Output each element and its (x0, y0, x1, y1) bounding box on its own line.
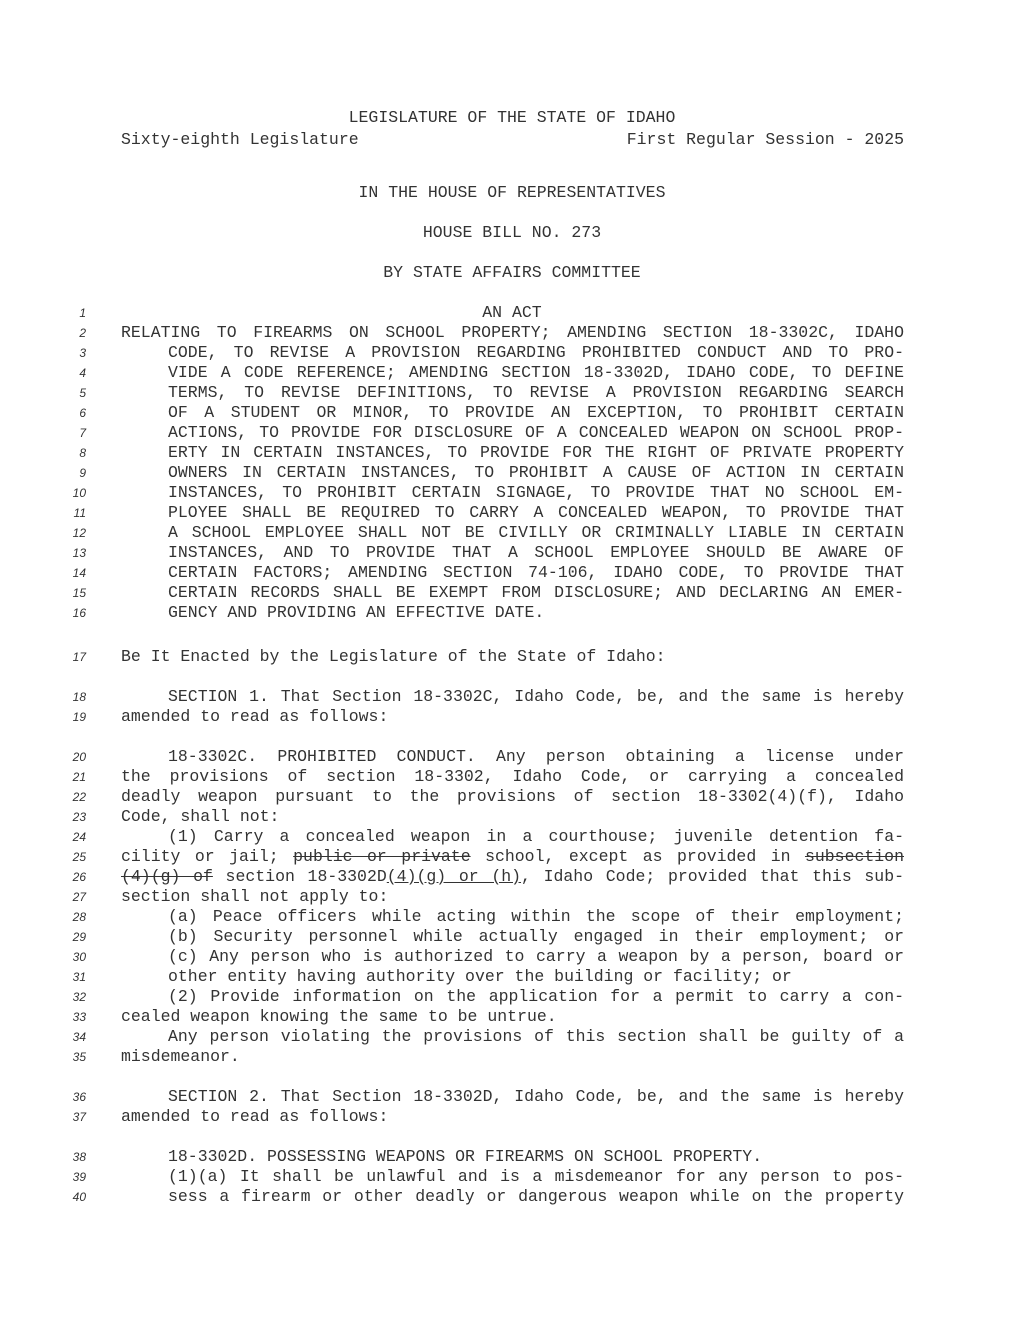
text-line: other entity having authority over the building or facility; or (168, 967, 792, 986)
text-line: A SCHOOL EMPLOYEE SHALL NOT BE CIVILLY OR CRIMINALLY LIABLE IN CERTAIN (168, 523, 904, 542)
line-number: 2 (79, 326, 86, 340)
line-number: 35 (72, 1050, 86, 1064)
line-number: 23 (72, 810, 86, 824)
text-line: the provisions of section 18-3302, Idaho Code, or carrying a concealed (121, 767, 904, 786)
line-number: 38 (72, 1150, 86, 1164)
line-number: 25 (72, 850, 86, 864)
text-segment: cility or jail; (121, 847, 294, 866)
text-line: CERTAIN FACTORS; AMENDING SECTION 74-106, IDAHO CODE, TO PROVIDE THAT (168, 563, 904, 582)
text-line: INSTANCES, TO PROHIBIT CERTAIN SIGNAGE, TO PROVIDE THAT NO SCHOOL EM- (168, 483, 904, 502)
legislature-title: LEGISLATURE OF THE STATE OF IDAHO (348, 108, 676, 127)
text-line: (1) Carry a concealed weapon in a courthouse; juvenile detention fa- (168, 827, 904, 846)
line-number: 19 (72, 710, 86, 724)
line-number: 30 (72, 950, 86, 964)
text-segment: , Idaho Code; provided that this sub- (521, 867, 904, 886)
text-line: (c) Any person who is authorized to carry a weapon by a person, board or (168, 947, 904, 966)
line-number: 11 (73, 506, 86, 520)
line-number: 24 (72, 830, 86, 844)
line-number: 40 (72, 1190, 86, 1204)
line-number: 12 (72, 526, 86, 540)
line-number: 6 (79, 406, 86, 420)
text-line: section shall not apply to: (121, 887, 389, 906)
text-line: Code, shall not: (121, 807, 280, 826)
line-number: 1 (79, 306, 86, 320)
line-number: 4 (79, 366, 86, 380)
text-line: (b) Security personnel while actually engaged in their employment; or (168, 927, 904, 946)
text-line: Any person violating the provisions of this section shall be guilty of a (168, 1027, 904, 1046)
text-line: (2) Provide information on the application for a permit to carry a con- (168, 987, 904, 1006)
legislature-number: Sixty-eighth Legislature (121, 130, 359, 149)
sponsor: BY STATE AFFAIRS COMMITTEE (383, 263, 641, 282)
line-number: 13 (72, 546, 86, 560)
enacting-clause: Be It Enacted by the Legislature of the State of Idaho: (121, 647, 666, 666)
line-number: 28 (72, 910, 86, 924)
inserted-text: (4)(g) or (h) (386, 867, 522, 886)
act-title: AN ACT (482, 303, 542, 322)
line-number: 32 (72, 990, 86, 1004)
text-line: 18-3302D. POSSESSING WEAPONS OR FIREARMS ON SCHOOL PROPERTY. (168, 1147, 763, 1166)
text-line (121, 847, 904, 867)
text-line: VIDE A CODE REFERENCE; AMENDING SECTION 18-3302D, IDAHO CODE, TO DEFINE (168, 363, 904, 382)
text-line: misdemeanor. (121, 1047, 240, 1066)
text-line: (1)(a) It shall be unlawful and is a misdemeanor for any person to pos- (168, 1167, 904, 1186)
line-number: 31 (72, 970, 86, 984)
line-number: 5 (79, 386, 86, 400)
section-heading: SECTION 2. That Section 18-3302D, Idaho Code, be, and the same is hereby (168, 1087, 904, 1106)
line-number: 22 (72, 790, 86, 804)
text-line: (a) Peace officers while acting within the scope of their employment; (168, 907, 904, 926)
line-number: 29 (72, 930, 86, 944)
line-number: 37 (72, 1110, 86, 1124)
line-number: 27 (72, 890, 86, 904)
text-line: TERMS, TO REVISE DEFINITIONS, TO REVISE A PROVISION REGARDING SEARCH (168, 383, 904, 402)
text-line: 18-3302C. PROHIBITED CONDUCT. Any person obtaining a license under (168, 747, 904, 766)
text-line: PLOYEE SHALL BE REQUIRED TO CARRY A CONCEALED WEAPON, TO PROVIDE THAT (168, 503, 904, 522)
session-label: First Regular Session - 2025 (626, 130, 904, 149)
line-number: 15 (72, 586, 86, 600)
line-number: 7 (79, 426, 86, 440)
text-line: CERTAIN RECORDS SHALL BE EXEMPT FROM DISCLOSURE; AND DECLARING AN EMER- (168, 583, 904, 602)
text-line: ACTIONS, TO PROVIDE FOR DISCLOSURE OF A CONCEALED WEAPON ON SCHOOL PROP- (168, 423, 904, 442)
text-line (121, 867, 904, 887)
text-line: INSTANCES, AND TO PROVIDE THAT A SCHOOL EMPLOYEE SHOULD BE AWARE OF (168, 543, 904, 562)
line-number: 14 (72, 566, 86, 580)
line-number: 21 (72, 770, 86, 784)
line-number: 3 (79, 346, 86, 360)
line-number: 36 (72, 1090, 86, 1104)
deleted-text: public or private (293, 847, 471, 866)
text-segment: section 18-3302D (212, 867, 387, 886)
deleted-text: (4)(g) of (121, 867, 213, 886)
line-number: 33 (72, 1010, 86, 1024)
line-number: 20 (72, 750, 86, 764)
text-line: cealed weapon knowing the same to be untrue. (121, 1007, 557, 1026)
section-heading: SECTION 1. That Section 18-3302C, Idaho Code, be, and the same is hereby (168, 687, 904, 706)
text-line: GENCY AND PROVIDING AN EFFECTIVE DATE. (168, 603, 545, 622)
line-number: 17 (72, 650, 86, 664)
line-number: 8 (79, 446, 86, 460)
line-number: 9 (79, 466, 86, 480)
text-segment: school, except as provided in (470, 847, 805, 866)
line-number: 39 (72, 1170, 86, 1184)
line-number: 10 (72, 486, 86, 500)
text-line: sess a firearm or other deadly or dangerous weapon while on the property (168, 1187, 904, 1206)
text-line: deadly weapon pursuant to the provisions of section 18-3302(4)(f), Idaho (121, 787, 904, 806)
deleted-text: subsection (804, 847, 904, 866)
line-number: 16 (72, 606, 86, 620)
text-line: amended to read as follows: (121, 1107, 389, 1126)
line-number: 18 (72, 690, 86, 704)
line-number: 26 (72, 870, 86, 884)
line-number: 34 (72, 1030, 86, 1044)
text-line: amended to read as follows: (121, 707, 389, 726)
text-line: OWNERS IN CERTAIN INSTANCES, TO PROHIBIT A CAUSE OF ACTION IN CERTAIN (168, 463, 904, 482)
text-line: OF A STUDENT OR MINOR, TO PROVIDE AN EXCEPTION, TO PROHIBIT CERTAIN (168, 403, 904, 422)
bill-number: HOUSE BILL NO. 273 (422, 223, 602, 242)
text-line: ERTY IN CERTAIN INSTANCES, TO PROVIDE FOR THE RIGHT OF PRIVATE PROPERTY (168, 443, 904, 462)
text-line: CODE, TO REVISE A PROVISION REGARDING PROHIBITED CONDUCT AND TO PRO- (168, 343, 904, 362)
text-line: RELATING TO FIREARMS ON SCHOOL PROPERTY; AMENDING SECTION 18-3302C, IDAHO (121, 323, 904, 342)
chamber-title: IN THE HOUSE OF REPRESENTATIVES (358, 183, 666, 202)
